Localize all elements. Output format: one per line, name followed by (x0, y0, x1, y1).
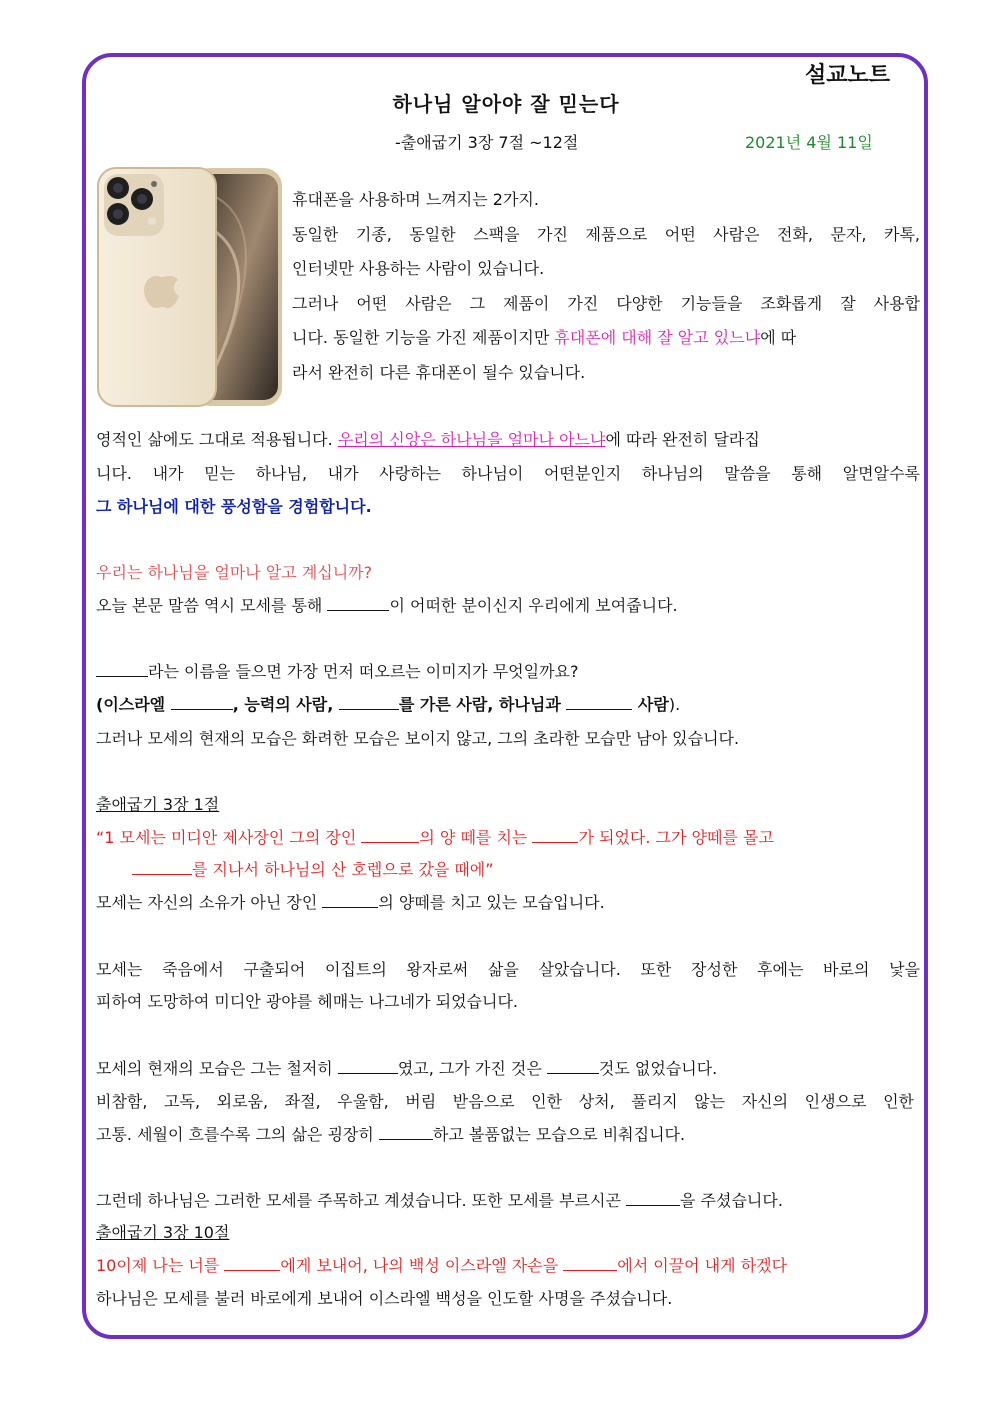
para6-line-1 (96, 1190, 920, 1212)
para3-text: , 하나님과 (487, 695, 567, 714)
quote-text: 를 지나서 하나님의 산 호렙으로 갔을 때에” (192, 860, 494, 879)
fill-blank[interactable] (327, 596, 389, 611)
para2-text: 이 어떠한 분이신지 우리에게 보여줍니다. (389, 596, 678, 615)
section2-heading: 출애굽기 3장 10절 (96, 1223, 230, 1242)
section1-line-3 (96, 892, 920, 914)
section1-quote-1 (96, 827, 920, 849)
intro-text: 에 따 (760, 328, 797, 347)
para5-text: 것도 없었습니다. (598, 1059, 718, 1078)
intro-line-5 (292, 327, 920, 349)
fill-blank[interactable] (566, 695, 632, 710)
para5-line-2: 비참함, 고독, 외로움, 좌절, 우울함, 버림 받음으로 인한 상처, 풀리지 않는 자신의 인생으로 인한 (96, 1092, 914, 1111)
fill-blank[interactable] (379, 1125, 433, 1140)
quote-text: 에게 보내어, 나의 백성 이스라엘 자손을 (280, 1256, 564, 1275)
section1-text: 모세는 자신의 소유가 아닌 장인 (96, 893, 323, 912)
para1-text: 에 따라 완전히 달라집 (605, 430, 760, 449)
intro-line-1: 휴대폰을 사용하며 느껴지는 2가지. (292, 190, 539, 209)
fill-blank[interactable] (132, 860, 192, 875)
para1-highlight: 우리의 신앙은 하나님을 얼마나 아느냐 (337, 430, 606, 449)
quote-text: 가 되었다. 그가 양떼를 몰고 (578, 828, 774, 847)
sermon-date: 2021년 4월 11일 (745, 133, 873, 152)
intro-line-3: 인터넷만 사용하는 사람이 있습니다. (292, 259, 545, 278)
para3-line-3: 그러나 모세의 현재의 모습은 화려한 모습은 보이지 않고, 그의 초라한 모습만 남아 있습니다. (96, 729, 740, 748)
para2-question: 우리는 하나님을 얼마나 알고 계십니까? (96, 563, 373, 582)
para6-line-4: 하나님은 모세를 불러 바로에게 보내어 이스라엘 백성을 인도할 사명을 주셨습니다. (96, 1289, 673, 1308)
para3-line-1 (96, 661, 920, 683)
para5-line-1 (96, 1058, 920, 1080)
para3-text: ). (668, 695, 681, 714)
intro-line-4: 그러나 어떤 사람은 그 제품이 가진 다양한 기능들을 조화롭게 잘 사용합 (292, 294, 920, 313)
para1-line-3: 그 하나님에 대한 풍성함을 경험합니다. (96, 497, 372, 516)
para3-text: , 능력의 사람, (232, 695, 339, 714)
para1-line-2: 니다. 내가 믿는 하나님, 내가 사랑하는 하나님이 어떤분인지 하나님의 말씀을 통해 알면알수록 (96, 464, 920, 483)
fill-blank[interactable] (339, 695, 399, 710)
fill-blank[interactable] (563, 1256, 617, 1271)
para4-line-2: 피하여 도망하여 미디안 광야를 헤매는 나그네가 되었습니다. (96, 992, 519, 1011)
para5-text: 고통. 세월이 흐를수록 그의 삶은 굉장히 (96, 1125, 379, 1144)
section1-heading: 출애굽기 3장 1절 (96, 795, 220, 814)
quote-text: 10이제 나는 너를 (96, 1256, 225, 1275)
para5-text: 하고 볼품없는 모습으로 비춰집니다. (432, 1125, 686, 1144)
intro-line-6: 라서 완전히 다른 휴대폰이 될수 있습니다. (292, 363, 586, 382)
corner-title: 설교노트 (805, 63, 891, 88)
intro-text: 니다. 동일한 기능을 가진 제품이지만 (292, 328, 555, 347)
para2-text: 오늘 본문 말씀 역시 모세를 통해 (96, 596, 328, 615)
fill-blank[interactable] (361, 828, 419, 843)
para3-text: 를 가른 사람 (398, 695, 488, 714)
intro-line-2: 동일한 기종, 동일한 스팩을 가진 제품으로 어떤 사람은 전화, 문자, 카톡, (292, 225, 920, 244)
para5-line-3 (96, 1124, 920, 1146)
fill-blank[interactable] (338, 1059, 398, 1074)
para1-line-1 (96, 429, 920, 451)
para4-line-1: 모세는 죽음에서 구출되어 이집트의 왕자로써 삶을 살았습니다. 또한 장성한 후에는 바로의 낯을 (96, 960, 920, 979)
fill-blank[interactable] (322, 893, 378, 908)
section1-text: 의 양떼를 치고 있는 모습입니다. (378, 893, 605, 912)
fill-blank[interactable] (626, 1191, 680, 1206)
para1-text: 영적인 삶에도 그대로 적용됩니다. (96, 430, 338, 449)
fill-blank[interactable] (547, 1059, 599, 1074)
section2-quote (96, 1255, 920, 1277)
section1-quote-2 (132, 859, 920, 881)
page-title: 하나님 알아야 잘 믿는다 (392, 92, 620, 116)
para3-text: (이스라엘 (96, 695, 171, 714)
para3-text: 라는 이름을 들으면 가장 먼저 떠오르는 이미지가 무엇일까요? (148, 662, 579, 681)
quote-text: 에서 이끌어 내게 하겠다 (617, 1256, 788, 1275)
smartphone-icon (96, 166, 286, 408)
quote-text: “1 모세는 미디안 제사장인 그의 장인 (96, 828, 362, 847)
fill-blank[interactable] (171, 695, 233, 710)
fill-blank[interactable] (96, 662, 148, 677)
fill-blank[interactable] (224, 1256, 280, 1271)
para5-text: 모세의 현재의 모습은 그는 철저히 (96, 1059, 338, 1078)
scripture-reference: -출애굽기 3장 7절 ~12절 (395, 133, 579, 152)
para6-text: 을 주셨습니다. (680, 1191, 783, 1210)
para2-line-2 (96, 595, 920, 617)
para3-line-2 (96, 694, 920, 716)
fill-blank[interactable] (532, 828, 578, 843)
intro-highlight: 휴대폰에 대해 잘 알고 있느냐 (554, 328, 761, 347)
quote-text: 의 양 떼를 치는 (419, 828, 533, 847)
para6-text: 그런데 하나님은 그러한 모세를 주목하고 계셨습니다. 또한 모세를 부르시곤 (96, 1191, 626, 1210)
para5-text: 였고, 그가 가진 것은 (397, 1059, 547, 1078)
para3-text: 사람 (632, 695, 669, 714)
